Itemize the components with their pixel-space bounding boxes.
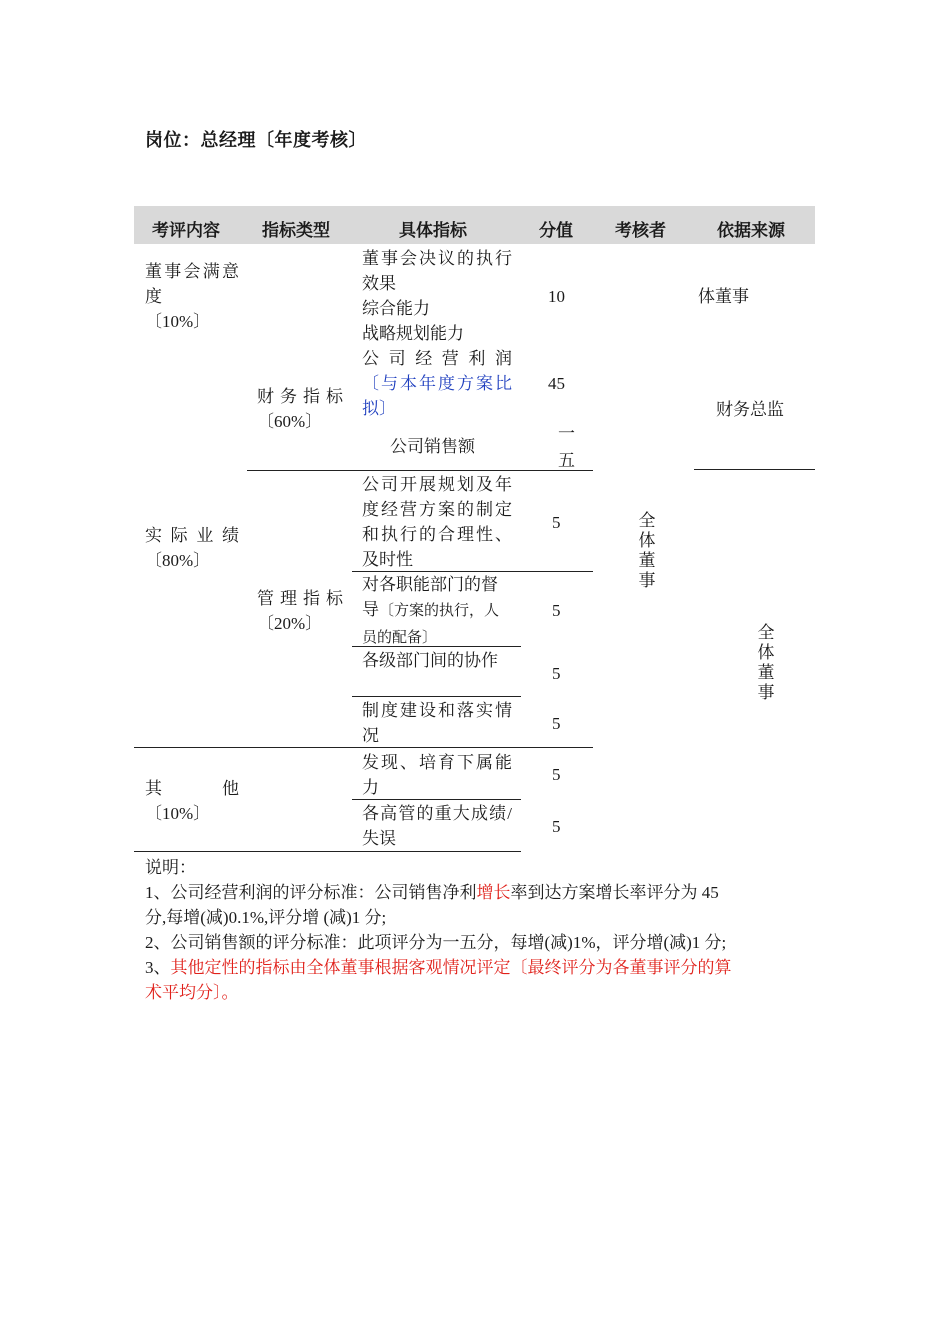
header-score: 分值 [539,221,573,241]
notes-label: 说明： [145,858,196,877]
category-board-label: 董事会满意度 [145,262,239,306]
rule-table-bottom [134,851,521,852]
assessor-all-board [637,511,657,591]
score-board: 10 [548,287,565,306]
rule-finance-bottom [247,470,593,471]
rule-subordinates-bottom [352,799,521,800]
source-cfo: 财务总监 [716,400,784,419]
indicator-operating-profit-note: 〔与本年度方案比拟〕 [362,374,512,418]
assessor-char-4: 事 [638,571,656,590]
category-other-pct: 〔10%〕 [145,804,211,823]
indicator-executive-performance-label: 各高管的重大成绩/失误 [362,804,512,848]
rule-supervision-bottom [352,646,521,647]
category-board-pct: 〔10%〕 [145,312,211,331]
category-actual [145,523,239,573]
note-1-highlight: 增长 [476,883,511,902]
assessor-char-2: 体 [638,531,656,550]
rule-business-plan-bottom [352,571,593,572]
indicator-subordinates [362,750,512,800]
score-institution: 5 [552,714,561,733]
source-char-2: 体 [757,643,775,662]
score-subordinates: 5 [552,765,561,784]
indicator-sales: 公司销售额 [390,437,475,456]
header-specific-indicator: 具体指标 [399,221,467,241]
type-management-label: 管理指标 [257,589,343,608]
header-assessor: 考核者 [615,221,666,241]
header-indicator-type: 指标类型 [262,221,330,241]
indicator-institution-label: 制度建设和落实情况 [362,701,512,745]
indicator-overall-ability: 综合能力 [362,299,430,318]
indicator-collaboration [362,648,512,673]
header-source: 依据来源 [717,221,785,241]
indicator-supervision-note: 〔方案的执行，人员的配备〕 [362,603,500,646]
source-board [698,284,749,309]
indicator-subordinates-label: 发现、培育下属能力 [362,753,512,797]
score-executive: 5 [552,817,561,836]
note-1 [145,880,815,905]
source-board-b: 事 [732,287,749,306]
type-finance [257,384,343,434]
source-board-a: 体董 [698,287,732,306]
indicator-board-resolution: 董事会决议的执行效果 [362,249,512,293]
rule-source-divider [694,469,815,470]
category-other [145,776,239,826]
indicator-supervision-label: 对各职能部门的督导 [362,575,498,619]
page-title: 岗位：总经理〔年度考核〕 [145,130,367,151]
table-header [134,206,815,244]
category-actual-label: 实际业绩 [145,526,239,545]
category-actual-pct: 〔80%〕 [145,551,211,570]
assessor-char-3: 董 [638,551,656,570]
score-collaboration: 5 [552,664,561,683]
note-3 [145,955,815,980]
category-board [145,259,239,334]
indicator-business-plan [362,472,512,572]
note-3-c: 体董事根据客观情况评定〔最终评分为各董事评分的算 [323,958,732,977]
type-management-pct: 〔20%〕 [257,614,323,633]
score-business-plan: 5 [552,513,561,532]
rule-actual-bottom [134,747,593,748]
indicator-institution [362,698,512,748]
indicator-collaboration-label: 各级部门间的协作 [362,651,498,670]
indicator-business-plan-label: 公司开展规划及年度经营方案的制定和执行的合理性、及时性 [362,475,512,569]
score-supervision: 5 [552,601,561,620]
score-profit: 45 [548,374,565,393]
score-sales-1: 一 [558,424,575,443]
note-3-a: 其他定性的指标由 [170,958,307,977]
type-finance-pct: 〔60%〕 [257,412,323,431]
source-char-1: 全 [757,623,775,642]
note-1-text: 1、公司经营利润的评分标准：公司销售净利 [145,883,477,902]
type-finance-label: 财务指标 [257,387,343,406]
note-1-rest: 率到达方案增长率评分为 45 [510,883,719,902]
source-all-board [756,623,776,703]
indicator-operating-profit [362,346,512,421]
rule-collaboration-bottom [352,696,521,697]
note-1-line2: 分,每增(减)0.1%,评分增 (减)1 分; [145,908,387,927]
indicator-strategic-planning: 战略规划能力 [362,324,464,343]
note-3-b: 全 [306,958,324,977]
indicator-supervision [362,572,512,651]
note-3-line2: 术平均分〕。 [145,983,239,1002]
source-char-4: 事 [757,683,775,702]
source-char-3: 董 [757,663,775,682]
score-sales-2: 五 [558,451,575,470]
indicator-executive-performance [362,801,512,851]
header-evaluation-content: 考评内容 [152,221,220,241]
category-other-label: 其他 [145,779,239,798]
type-management [257,586,343,636]
note-2: 2、公司销售额的评分标准：此项评分为一五分，每增(减)1%，评分增(减)1 分; [145,933,727,952]
indicator-group-board [362,246,512,346]
indicator-operating-profit-label: 公司经营利润 [362,349,512,368]
note-3-prefix: 3、 [145,958,171,977]
assessor-char-1: 全 [638,511,656,530]
